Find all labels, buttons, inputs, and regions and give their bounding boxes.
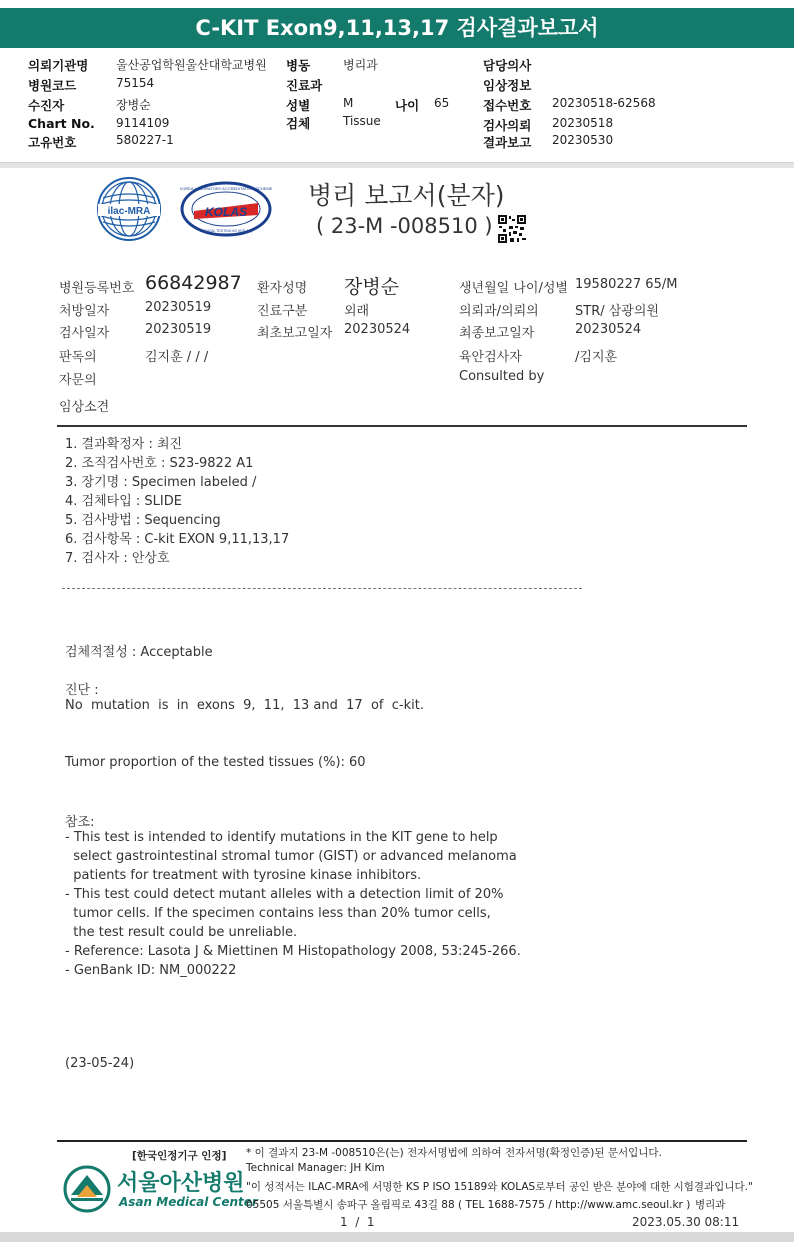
hospital-name-en: Asan Medical Center <box>119 1195 258 1209</box>
reference-line: - This test is intended to identify mutations in the KIT gene to help <box>65 830 498 845</box>
kolas-bottom-text: MEDICAL TESTING 6G (KOLAS) <box>199 229 253 233</box>
reg-no-value: 66842987 <box>145 272 242 294</box>
first-report-value: 20230524 <box>344 322 411 337</box>
page-title: C-KIT Exon9,11,13,17 검사결과보고서 <box>195 16 599 40</box>
sex-label: 성별 <box>286 98 311 113</box>
patient-label: 수진자 <box>28 98 65 113</box>
report-title: 병리 보고서(분자) <box>308 181 505 210</box>
hospital-name-kr: 서울아산병원 <box>117 1171 245 1196</box>
detail-line: 6. 검사항목 : C-kit EXON 9,11,13,17 <box>65 532 290 547</box>
report-number: ( 23-M -008510 ) <box>316 214 493 238</box>
reference-line: - GenBank ID: NM_000222 <box>65 963 237 978</box>
report-date-label: 결과보고 <box>483 135 532 150</box>
presc-date-value: 20230519 <box>145 300 212 315</box>
reference-line: - Reference: Lasota J & Miettinen M Histopathology 2008, 53:245-266. <box>65 944 521 959</box>
ref-dept-label: 의뢰과/의뢰의 <box>459 304 539 319</box>
accreditation-notice: "이 성적서는 ILAC-MRA에 서명한 KS P ISO 15189와 KOLAS로부터 공인 받은 분야에 대한 시험결과입니다." <box>246 1181 753 1193</box>
diagnosis-label: 진단 : <box>65 683 99 698</box>
unique-no-value: 580227-1 <box>116 133 174 147</box>
hospital-code-label: 병원코드 <box>28 78 77 93</box>
gross-tech-value: /김지훈 <box>575 350 618 365</box>
patient-value: 장병순 <box>116 98 151 112</box>
request-date-label: 검사의뢰 <box>483 118 532 133</box>
hospital-code-value: 75154 <box>116 76 155 90</box>
print-timestamp: 2023.05.30 08:11 <box>632 1215 740 1229</box>
reference-line: select gastrointestinal stromal tumor (GIST) or advanced melanoma <box>65 849 517 864</box>
kolas-logo-text: KOLAS <box>205 205 247 219</box>
reader-label: 판독의 <box>59 350 97 365</box>
dob-value: 19580227 65/M <box>575 277 678 292</box>
reference-line: patients for treatment with tyrosine kinase inhibitors. <box>65 868 422 883</box>
reader-value: 김지훈 / / / <box>145 350 209 365</box>
detail-line: 3. 장기명 : Specimen labeled / <box>65 475 257 490</box>
reference-label: 참조: <box>65 815 95 830</box>
specimen-label: 검체 <box>286 116 311 131</box>
hospital-address: 05505 서울특별시 송파구 올림픽로 43길 88 ( TEL 1688-7575 / http://www.amc.seoul.kr ) <box>246 1199 691 1211</box>
specimen-adequacy: 검체적절성 : Acceptable <box>65 645 213 660</box>
detail-line: 1. 결과확정자 : 최진 <box>65 437 183 452</box>
consultant-label: 자문의 <box>59 373 97 388</box>
institution-label: 의뢰기관명 <box>28 58 89 73</box>
patient-name-label: 환자성명 <box>257 281 308 296</box>
age-label: 나이 <box>395 98 420 113</box>
tech-manager: Technical Manager: JH Kim <box>246 1162 385 1174</box>
receipt-no-value: 20230518-62568 <box>552 96 656 110</box>
clinical-info-label: 임상정보 <box>483 78 532 93</box>
reference-line: - This test could detect mutant alleles with a detection limit of 20% <box>65 887 504 902</box>
exam-date-label: 검사일자 <box>59 326 110 341</box>
final-report-value: 20230524 <box>575 322 642 337</box>
ward-label: 병동 <box>286 58 311 73</box>
page-indicator: 1 / 1 <box>340 1215 375 1229</box>
ward-value: 병리과 <box>343 58 378 72</box>
dashed-divider <box>62 588 582 589</box>
detail-line: 4. 검체타입 : SLIDE <box>65 494 182 509</box>
doctor-label: 담당의사 <box>483 58 532 73</box>
visit-type-value: 외래 <box>344 304 370 319</box>
visit-type-label: 진료구분 <box>257 304 308 319</box>
header-separator <box>0 162 794 168</box>
presc-date-label: 처방일자 <box>59 304 110 319</box>
chart-no-label: Chart No. <box>28 116 95 131</box>
age-value: 65 <box>434 96 450 110</box>
qr-code-icon <box>497 214 527 244</box>
section-divider <box>57 425 747 427</box>
bottom-bar <box>0 1232 794 1242</box>
receipt-no-label: 접수번호 <box>483 98 532 113</box>
dob-label: 생년월일 나이/성별 <box>459 281 568 296</box>
ref-dept-value: STR/ 삼광의원 <box>575 304 659 319</box>
gross-tech-label: 육안검사자 <box>459 350 522 365</box>
report-date-value: 20230530 <box>552 133 614 147</box>
ilac-mra-logo <box>95 176 163 242</box>
detail-line: 2. 조직검사번호 : S23-9822 A1 <box>65 456 254 471</box>
reg-no-label: 병원등록번호 <box>59 281 135 296</box>
request-date-value: 20230518 <box>552 116 614 130</box>
chart-no-value: 9114109 <box>116 116 170 130</box>
detail-line: 5. 검사방법 : Sequencing <box>65 513 221 528</box>
detail-line: 7. 검사자 : 안상호 <box>65 551 170 566</box>
diagnosis-text: No mutation is in exons 9, 11, 13 and 17 of c-kit. <box>65 698 424 713</box>
esign-notice: * 이 결과지 23-M -008510은(는) 전자서명법에 의하여 전자서명(확정인증)된 문서입니다. <box>246 1147 662 1159</box>
exam-date-value: 20230519 <box>145 322 212 337</box>
dept-label: 진료과 <box>286 78 323 93</box>
consulted-by: Consulted by <box>459 369 545 384</box>
final-report-label: 최종보고일자 <box>459 326 535 341</box>
ilac-logo-text: ilac-MRA <box>107 206 151 217</box>
unique-no-label: 고유번호 <box>28 135 77 150</box>
patient-name-value: 장병순 <box>344 276 400 298</box>
tumor-proportion: Tumor proportion of the tested tissues (%): 60 <box>65 755 366 770</box>
institution-value: 울산공업학원울산대학교병원 <box>116 58 267 72</box>
footer-dept: 병리과 <box>695 1199 726 1211</box>
specimen-value: Tissue <box>343 114 381 128</box>
report-date: (23-05-24) <box>65 1056 135 1071</box>
reference-line: the test result could be unreliable. <box>65 925 298 940</box>
first-report-label: 최초보고일자 <box>257 326 333 341</box>
sex-value: M <box>343 96 354 110</box>
kolas-ring-text: KOREA LABORATORY ACCREDITATION SCHEME <box>180 186 272 191</box>
reference-line: tumor cells. If the specimen contains less than 20% tumor cells, <box>65 906 491 921</box>
hospital-emblem-icon <box>62 1165 112 1213</box>
footer-divider <box>57 1140 747 1142</box>
clinical-findings-label: 임상소견 <box>59 400 110 415</box>
kolas-logo <box>180 181 272 237</box>
accreditation-label: [한국인정기구 인정] <box>132 1150 227 1162</box>
